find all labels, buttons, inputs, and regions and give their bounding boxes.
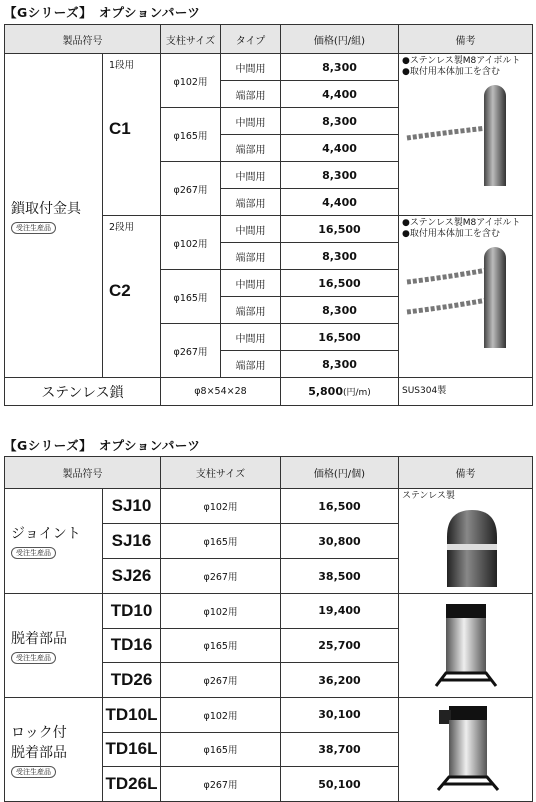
c1-cell xyxy=(103,54,161,216)
price-cell: 4,400 xyxy=(281,135,399,162)
c1-code: C1 xyxy=(109,119,131,138)
c1-size-102: φ102用 xyxy=(161,54,221,108)
group-name: 脱着部品 xyxy=(11,744,67,761)
chain-size: φ8×54×28 xyxy=(161,378,281,406)
bollard-chain-1-illustration xyxy=(402,78,530,188)
part-code: TD16 xyxy=(103,628,161,663)
part-size: φ102用 xyxy=(161,594,281,629)
lock-detachable-part-illustration xyxy=(421,700,511,795)
type-cell: 中間用 xyxy=(221,216,281,243)
part-size: φ165用 xyxy=(161,732,281,767)
price-cell: 8,300 xyxy=(281,297,399,324)
group-name: 鎖取付金具 xyxy=(11,200,81,217)
joint-illustration xyxy=(402,502,530,587)
header-code: 製品符号 xyxy=(5,25,161,54)
price-cell: 8,300 xyxy=(281,54,399,81)
c2-stage: 2段用 xyxy=(109,222,135,233)
price-cell: 16,500 xyxy=(281,216,399,243)
part-price: 36,200 xyxy=(281,663,399,698)
part-code: TD10 xyxy=(103,594,161,629)
c1-stage: 1段用 xyxy=(109,60,135,71)
table2-title: 【Gシリーズ】 オプションパーツ xyxy=(4,438,201,453)
part-code: TD10L xyxy=(103,698,161,733)
price-cell: 16,500 xyxy=(281,324,399,351)
c2-size-267: φ267用 xyxy=(161,324,221,378)
price-cell: 4,400 xyxy=(281,189,399,216)
c2-code: C2 xyxy=(109,281,131,300)
made-to-order-badge: 受注生産品 xyxy=(11,547,56,559)
c1-size-267: φ267用 xyxy=(161,162,221,216)
part-code: TD26L xyxy=(103,767,161,802)
header-pillar: 支柱サイズ xyxy=(161,25,221,54)
part-size: φ165用 xyxy=(161,524,281,559)
price-cell: 4,400 xyxy=(281,81,399,108)
type-cell: 端部用 xyxy=(221,351,281,378)
chain-note: SUS304製 xyxy=(399,378,533,406)
c2-size-165: φ165用 xyxy=(161,270,221,324)
detachable-note xyxy=(399,594,533,698)
note-line: ●ステンレス製M8アイボルト xyxy=(402,56,521,66)
type-cell: 端部用 xyxy=(221,135,281,162)
part-price: 19,400 xyxy=(281,594,399,629)
part-size: φ102用 xyxy=(161,489,281,524)
part-price: 50,100 xyxy=(281,767,399,802)
type-cell: 端部用 xyxy=(221,81,281,108)
made-to-order-badge: 受注生産品 xyxy=(11,222,56,234)
type-cell: 端部用 xyxy=(221,297,281,324)
chain-name: ステンレス鎖 xyxy=(5,378,161,406)
table1-title: 【Gシリーズ】 オプションパーツ xyxy=(4,5,201,20)
note-line: ●取付用本体加工を含む xyxy=(402,229,500,239)
part-code: SJ16 xyxy=(103,524,161,559)
header-price: 価格(円/個) xyxy=(281,457,399,489)
detachable-part-illustration xyxy=(421,596,511,691)
part-size: φ165用 xyxy=(161,628,281,663)
parts-table xyxy=(4,456,533,802)
header-remarks: 備考 xyxy=(399,25,533,54)
part-price: 38,500 xyxy=(281,559,399,594)
type-cell: 中間用 xyxy=(221,162,281,189)
part-size: φ267用 xyxy=(161,663,281,698)
c2-size-102: φ102用 xyxy=(161,216,221,270)
price-cell: 8,300 xyxy=(281,243,399,270)
part-size: φ102用 xyxy=(161,698,281,733)
chain-unit: (円/m) xyxy=(342,388,371,398)
header-type: タイプ xyxy=(221,25,281,54)
group-name: ロック付 xyxy=(11,724,67,741)
part-price: 30,100 xyxy=(281,698,399,733)
header-remarks: 備考 xyxy=(399,457,533,489)
type-cell: 端部用 xyxy=(221,189,281,216)
c1-size-165: φ165用 xyxy=(161,108,221,162)
price-cell: 8,300 xyxy=(281,162,399,189)
part-price: 38,700 xyxy=(281,732,399,767)
note-line: ステンレス製 xyxy=(402,491,455,501)
made-to-order-badge: 受注生産品 xyxy=(11,652,56,664)
made-to-order-badge: 受注生産品 xyxy=(11,766,56,778)
type-cell: 中間用 xyxy=(221,270,281,297)
type-cell: 端部用 xyxy=(221,243,281,270)
group-joint xyxy=(5,489,103,594)
joint-note xyxy=(399,489,533,594)
part-code: TD26 xyxy=(103,663,161,698)
lock-detachable-note xyxy=(399,698,533,802)
note-line: ●取付用本体加工を含む xyxy=(402,67,500,77)
part-code: SJ10 xyxy=(103,489,161,524)
part-code: TD16L xyxy=(103,732,161,767)
type-cell: 中間用 xyxy=(221,108,281,135)
part-price: 16,500 xyxy=(281,489,399,524)
bollard-chain-2-illustration xyxy=(402,240,530,350)
chain-fitting-table xyxy=(4,24,533,406)
price-cell: 8,300 xyxy=(281,351,399,378)
header-pillar: 支柱サイズ xyxy=(161,457,281,489)
part-size: φ267用 xyxy=(161,559,281,594)
header-code: 製品符号 xyxy=(5,457,161,489)
type-cell: 中間用 xyxy=(221,54,281,81)
group-chain-fitting xyxy=(5,54,103,378)
price-cell: 16,500 xyxy=(281,270,399,297)
price-cell: 8,300 xyxy=(281,108,399,135)
part-price: 30,800 xyxy=(281,524,399,559)
group-name: 脱着部品 xyxy=(11,630,67,647)
c2-cell xyxy=(103,216,161,378)
note-line: ●ステンレス製M8アイボルト xyxy=(402,218,521,228)
part-price: 25,700 xyxy=(281,628,399,663)
chain-price: 5,800 xyxy=(308,385,343,398)
header-price: 価格(円/組) xyxy=(281,25,399,54)
group-name: ジョイント xyxy=(11,526,81,542)
c1-note xyxy=(399,54,533,216)
group-lock-detachable xyxy=(5,698,103,802)
c2-note xyxy=(399,216,533,378)
type-cell: 中間用 xyxy=(221,324,281,351)
part-code: SJ26 xyxy=(103,559,161,594)
group-detachable xyxy=(5,594,103,698)
part-size: φ267用 xyxy=(161,767,281,802)
chain-price-cell xyxy=(281,378,399,406)
